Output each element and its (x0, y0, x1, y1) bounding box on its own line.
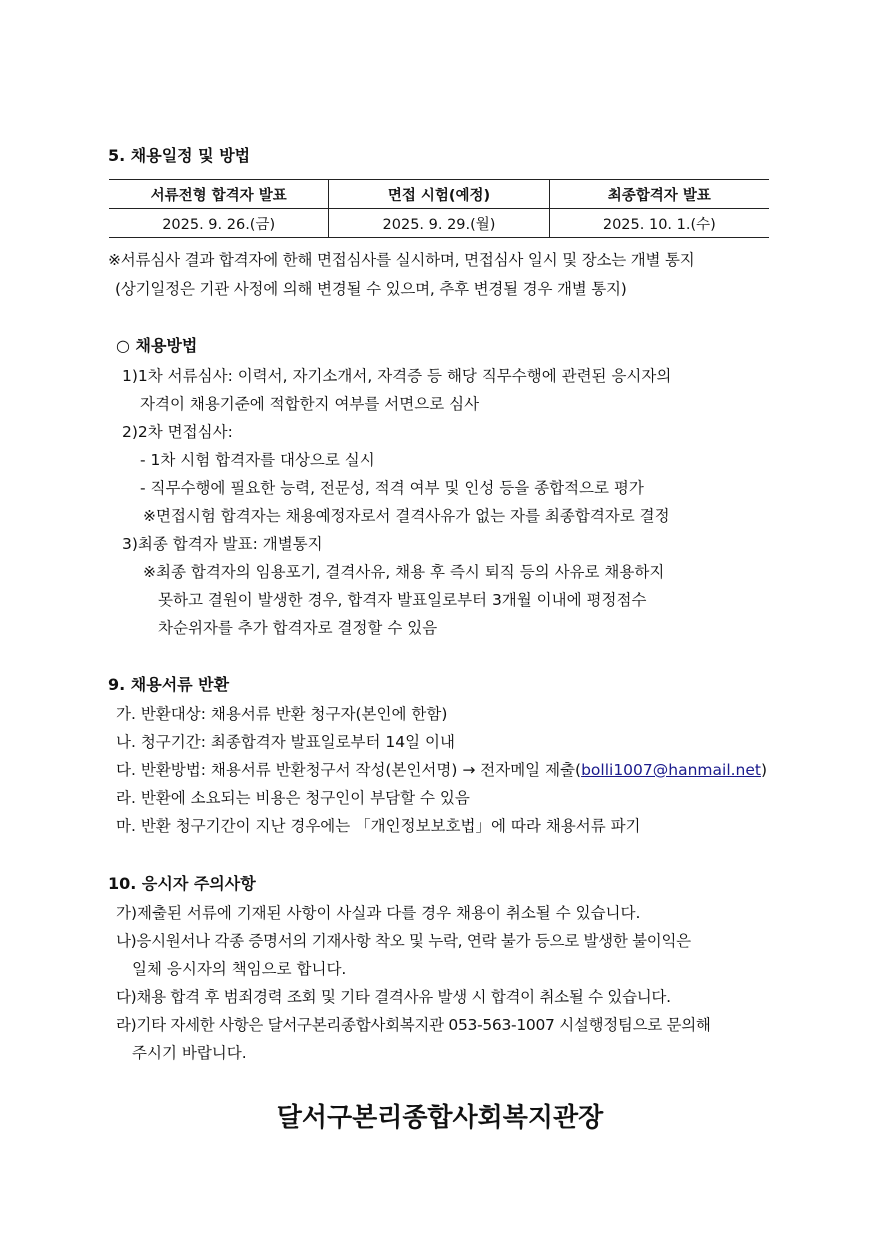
list-item: 라)기타 자세한 사항은 달서구본리종합사회복지관 053-563-1007 시설행정팀으로 문의해 (116, 1016, 711, 1034)
schedule-note: (상기일정은 기관 사정에 의해 변경될 수 있으며, 추후 변경될 경우 개별 통지) (115, 280, 627, 298)
list-item: 1)1차 서류심사: 이력서, 자기소개서, 자격증 등 해당 직무수행에 관련된 응시자의 (122, 367, 672, 385)
table-row (109, 209, 769, 238)
list-item: 일체 응시자의 책임으로 합니다. (132, 960, 347, 978)
list-item: ※최종 합격자의 임용포기, 결격사유, 채용 후 즉시 퇴직 등의 사유로 채용하지 (143, 563, 665, 581)
list-item: 마. 반환 청구기간이 지난 경우에는 「개인정보보호법」에 따라 채용서류 파기 (116, 817, 641, 835)
list-item: 3)최종 합격자 발표: 개별통지 (122, 535, 323, 553)
return-method-close: ) (761, 761, 768, 779)
method-heading: ○ 채용방법 (116, 336, 198, 355)
table-header-cell: 최종합격자 발표 (549, 180, 769, 209)
table-header-cell: 서류전형 합격자 발표 (109, 180, 329, 209)
list-item: 차순위자를 추가 합격자로 결정할 수 있음 (158, 619, 438, 637)
list-item: 다)채용 합격 후 범죄경력 조회 및 기타 결격사유 발생 시 합격이 취소될 수 있습니다. (116, 988, 671, 1006)
list-item: 나)응시원서나 각종 증명서의 기재사항 착오 및 누락, 연락 불가 등으로 발생한 불이익은 (116, 932, 691, 950)
list-item: - 직무수행에 필요한 능력, 전문성, 적격 여부 및 인성 등을 종합적으로 평가 (140, 479, 644, 497)
table-cell: 2025. 9. 29.(월) (329, 209, 549, 238)
list-item: 가. 반환대상: 채용서류 반환 청구자(본인에 한함) (116, 705, 448, 723)
table-header-row (109, 180, 769, 209)
list-item: 2)2차 면접심사: (122, 423, 233, 441)
section5-heading: 5. 채용일정 및 방법 (108, 146, 251, 165)
list-item: 라. 반환에 소요되는 비용은 청구인이 부담할 수 있음 (116, 789, 470, 807)
section9-heading: 9. 채용서류 반환 (108, 675, 230, 694)
schedule-note: ※서류심사 결과 합격자에 한해 면접심사를 실시하며, 면접심사 일시 및 장소는 개별 통지 (108, 251, 695, 269)
list-item: 가)제출된 서류에 기재된 사항이 사실과 다를 경우 채용이 취소될 수 있습니다. (116, 904, 641, 922)
list-item: 자격이 채용기준에 적합한지 여부를 서면으로 심사 (140, 395, 480, 413)
list-item: - 1차 시험 합격자를 대상으로 실시 (140, 451, 375, 469)
table-header-cell: 면접 시험(예정) (329, 180, 549, 209)
issuer-signature: 달서구본리종합사회복지관장 (276, 1103, 604, 1133)
list-item: ※면접시험 합격자는 채용예정자로서 결격사유가 없는 자를 최종합격자로 결정 (143, 507, 670, 525)
list-item (116, 759, 767, 781)
table-cell: 2025. 9. 26.(금) (109, 209, 329, 238)
section10-heading: 10. 응시자 주의사항 (108, 874, 256, 893)
table-cell: 2025. 10. 1.(수) (549, 209, 769, 238)
list-item: 못하고 결원이 발생한 경우, 합격자 발표일로부터 3개월 이내에 평정점수 (158, 591, 647, 609)
return-method-text: 다. 반환방법: 채용서류 반환청구서 작성(본인서명) → 전자메일 제출( (116, 761, 582, 779)
list-item: 나. 청구기간: 최종합격자 발표일로부터 14일 이내 (116, 733, 455, 751)
schedule-table (109, 179, 769, 238)
list-item: 주시기 바랍니다. (132, 1044, 247, 1062)
email-link[interactable]: bolli1007@hanmail.net (581, 761, 761, 779)
